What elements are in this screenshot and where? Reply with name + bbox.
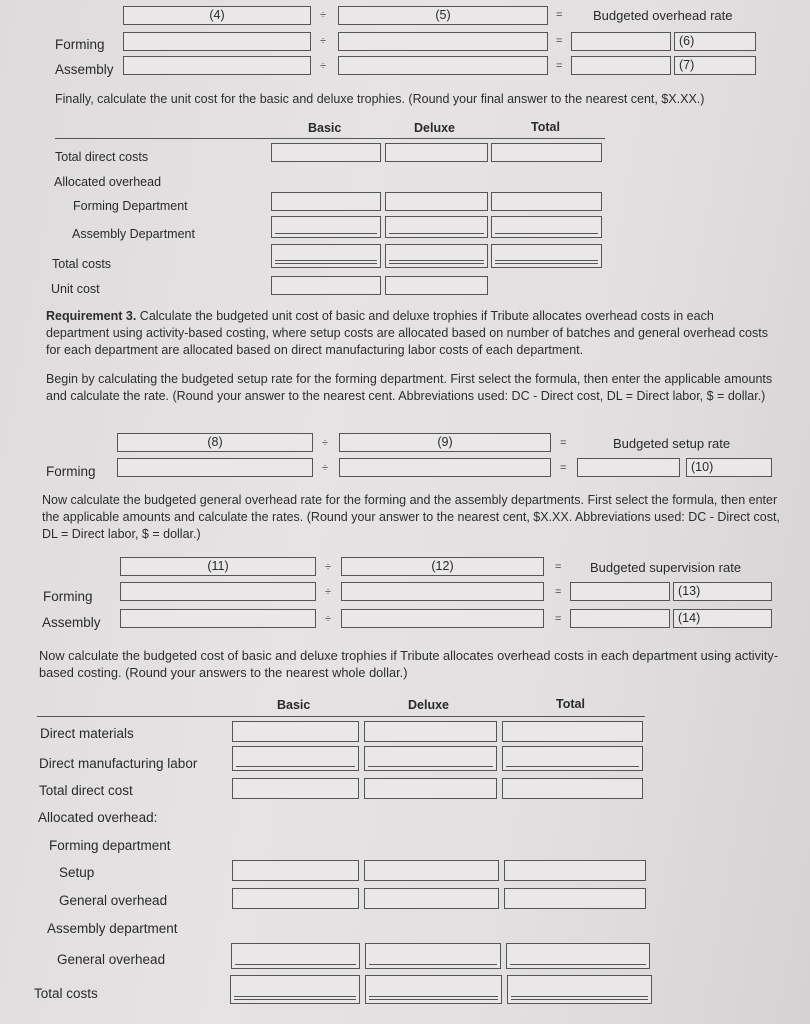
cell-input[interactable] bbox=[502, 746, 643, 771]
row-label: Forming department bbox=[49, 838, 171, 853]
divide-symbol: ÷ bbox=[320, 35, 327, 47]
assembly-supervision-rate-result: (14) bbox=[673, 609, 772, 628]
equals-symbol: = bbox=[556, 9, 563, 21]
row-label-assembly: Assembly bbox=[55, 62, 114, 77]
forming-denominator-input[interactable] bbox=[341, 582, 544, 601]
row-label: Total direct cost bbox=[39, 783, 133, 798]
forming-rate-input[interactable] bbox=[571, 32, 671, 51]
instruction-general-overhead: Now calculate the budgeted general overhead rate for the forming and the assembly departments. First select the formula, then enter the applicable amounts and calculate the rates. (Round your answer to the nearest cent, $X.XX. Abbreviations used: DC - Direct cost, DL = Direct labor, $ = dollar.) bbox=[42, 493, 780, 541]
equals-symbol: = bbox=[556, 60, 563, 72]
row-label: Allocated overhead: bbox=[38, 810, 158, 825]
forming-numerator-input[interactable] bbox=[117, 458, 313, 477]
divide-symbol: ÷ bbox=[325, 586, 332, 598]
row-label: Assembly department bbox=[47, 921, 178, 936]
column-header-deluxe: Deluxe bbox=[414, 121, 455, 135]
result-label: Budgeted supervision rate bbox=[590, 560, 742, 575]
assembly-numerator-input[interactable] bbox=[123, 56, 311, 75]
divide-symbol: ÷ bbox=[322, 437, 329, 449]
cell-input[interactable] bbox=[271, 143, 381, 162]
equals-symbol: = bbox=[556, 35, 563, 47]
row-label: Total direct costs bbox=[55, 150, 149, 164]
cell-input[interactable] bbox=[271, 276, 381, 295]
column-header-total: Total bbox=[556, 697, 585, 711]
row-label: General overhead bbox=[57, 952, 166, 967]
divide-symbol: ÷ bbox=[325, 561, 332, 573]
formula-numerator-header[interactable]: (11) bbox=[120, 557, 316, 576]
divide-symbol: ÷ bbox=[322, 462, 329, 474]
cell-input[interactable] bbox=[271, 244, 381, 268]
requirement-3 bbox=[46, 308, 771, 359]
formula-numerator-header[interactable]: (4) bbox=[123, 6, 311, 25]
forming-supervision-rate-result: (13) bbox=[673, 582, 772, 601]
forming-denominator-input[interactable] bbox=[338, 32, 548, 51]
forming-denominator-input[interactable] bbox=[339, 458, 551, 477]
instruction-unit-cost: Finally, calculate the unit cost for the basic and deluxe trophies. (Round your final answer to the nearest cent, $X.XX.) bbox=[55, 92, 705, 106]
cell-input[interactable] bbox=[232, 778, 359, 799]
cell-input[interactable] bbox=[491, 192, 602, 211]
cell-input[interactable] bbox=[364, 860, 499, 881]
cell-input[interactable] bbox=[364, 888, 499, 909]
row-label-forming: Forming bbox=[55, 37, 105, 52]
result-label: Budgeted setup rate bbox=[613, 436, 731, 451]
row-label: Assembly Department bbox=[72, 227, 195, 241]
cell-input[interactable] bbox=[385, 216, 488, 238]
assembly-numerator-input[interactable] bbox=[120, 609, 316, 628]
cell-input[interactable] bbox=[232, 721, 359, 742]
row-label: General overhead bbox=[59, 893, 168, 908]
cell-input[interactable] bbox=[271, 192, 381, 211]
requirement-title: Requirement 3. bbox=[46, 309, 137, 323]
column-header-basic: Basic bbox=[308, 121, 342, 135]
cell-input[interactable] bbox=[502, 778, 643, 799]
cell-input[interactable] bbox=[364, 746, 497, 771]
cell-input[interactable] bbox=[385, 192, 488, 211]
cell-input[interactable] bbox=[231, 943, 360, 969]
row-label: Setup bbox=[59, 865, 95, 880]
cell-input[interactable] bbox=[364, 778, 497, 799]
forming-numerator-input[interactable] bbox=[120, 582, 316, 601]
row-label-forming: Forming bbox=[43, 589, 93, 604]
divide-symbol: ÷ bbox=[325, 613, 332, 625]
cell-input[interactable] bbox=[364, 721, 497, 742]
forming-numerator-input[interactable] bbox=[123, 32, 311, 51]
instruction-setup-rate: Begin by calculating the budgeted setup rate for the forming department. First select the formula, then enter the applicable amounts and calculate the rate. (Round your answer to the nearest cent. Abbreviations used: DC - Direct cost, DL = Direct labor, $ = dollar.) bbox=[46, 372, 773, 403]
cell-input[interactable] bbox=[232, 888, 359, 909]
formula-denominator-header[interactable]: (12) bbox=[341, 557, 544, 576]
row-label-assembly: Assembly bbox=[42, 615, 101, 630]
cell-input[interactable] bbox=[504, 888, 646, 909]
header-rule bbox=[37, 716, 645, 717]
cell-input[interactable] bbox=[385, 143, 488, 162]
formula-numerator-header[interactable]: (8) bbox=[117, 433, 313, 452]
forming-supervision-rate-input[interactable] bbox=[570, 582, 670, 601]
row-label: Unit cost bbox=[51, 282, 100, 296]
cell-input[interactable] bbox=[491, 143, 602, 162]
cell-input[interactable] bbox=[230, 975, 360, 1004]
row-label: Direct materials bbox=[40, 726, 134, 741]
row-label: Direct manufacturing labor bbox=[39, 756, 198, 771]
cell-input[interactable] bbox=[491, 244, 602, 268]
cell-input[interactable] bbox=[491, 216, 602, 238]
cell-input[interactable] bbox=[232, 746, 359, 771]
assembly-denominator-input[interactable] bbox=[338, 56, 548, 75]
formula-denominator-header[interactable]: (9) bbox=[339, 433, 551, 452]
cell-input[interactable] bbox=[385, 276, 488, 295]
row-label: Total costs bbox=[34, 986, 98, 1001]
result-label: Budgeted overhead rate bbox=[593, 8, 733, 23]
column-header-total: Total bbox=[531, 120, 560, 134]
setup-rate-result: (10) bbox=[686, 458, 772, 477]
header-rule bbox=[55, 138, 605, 139]
equals-symbol: = bbox=[560, 462, 567, 474]
cell-input[interactable] bbox=[271, 216, 381, 238]
cell-input[interactable] bbox=[232, 860, 359, 881]
cell-input[interactable] bbox=[365, 975, 502, 1004]
row-label-forming: Forming bbox=[46, 464, 96, 479]
equals-symbol: = bbox=[555, 613, 562, 625]
column-header-basic: Basic bbox=[277, 698, 311, 712]
forming-rate-result: (6) bbox=[674, 32, 756, 51]
assembly-denominator-input[interactable] bbox=[341, 609, 544, 628]
equals-symbol: = bbox=[555, 561, 562, 573]
column-header-deluxe: Deluxe bbox=[408, 698, 449, 712]
cell-input[interactable] bbox=[502, 721, 643, 742]
instruction-budgeted-cost: Now calculate the budgeted cost of basic and deluxe trophies if Tribute allocates overhead costs in each department using activity-based costing. (Round your answers to the nearest whole dollar.) bbox=[39, 648, 779, 680]
setup-rate-input[interactable] bbox=[577, 458, 680, 477]
cell-input[interactable] bbox=[365, 943, 501, 969]
assembly-rate-result: (7) bbox=[674, 56, 756, 75]
equals-symbol: = bbox=[560, 437, 567, 449]
assembly-supervision-rate-input[interactable] bbox=[570, 609, 670, 628]
cell-input[interactable] bbox=[507, 975, 652, 1004]
cell-input[interactable] bbox=[506, 943, 650, 969]
row-label: Forming Department bbox=[73, 199, 188, 213]
requirement-text: Calculate the budgeted unit cost of basic and deluxe trophies if Tribute allocates overhead costs in each department using activity-based costing, where setup costs are allocated based on number of batches and general overhead costs for each department are allocated based on direct manufacturing labor costs of each department. bbox=[46, 309, 768, 357]
assembly-rate-input[interactable] bbox=[571, 56, 671, 75]
divide-symbol: ÷ bbox=[320, 60, 327, 72]
formula-denominator-header[interactable]: (5) bbox=[338, 6, 548, 25]
divide-symbol: ÷ bbox=[320, 9, 327, 21]
cell-input[interactable] bbox=[504, 860, 646, 881]
cell-input[interactable] bbox=[385, 244, 488, 268]
row-label: Total costs bbox=[52, 257, 112, 271]
row-label: Allocated overhead bbox=[54, 175, 162, 189]
equals-symbol: = bbox=[555, 586, 562, 598]
